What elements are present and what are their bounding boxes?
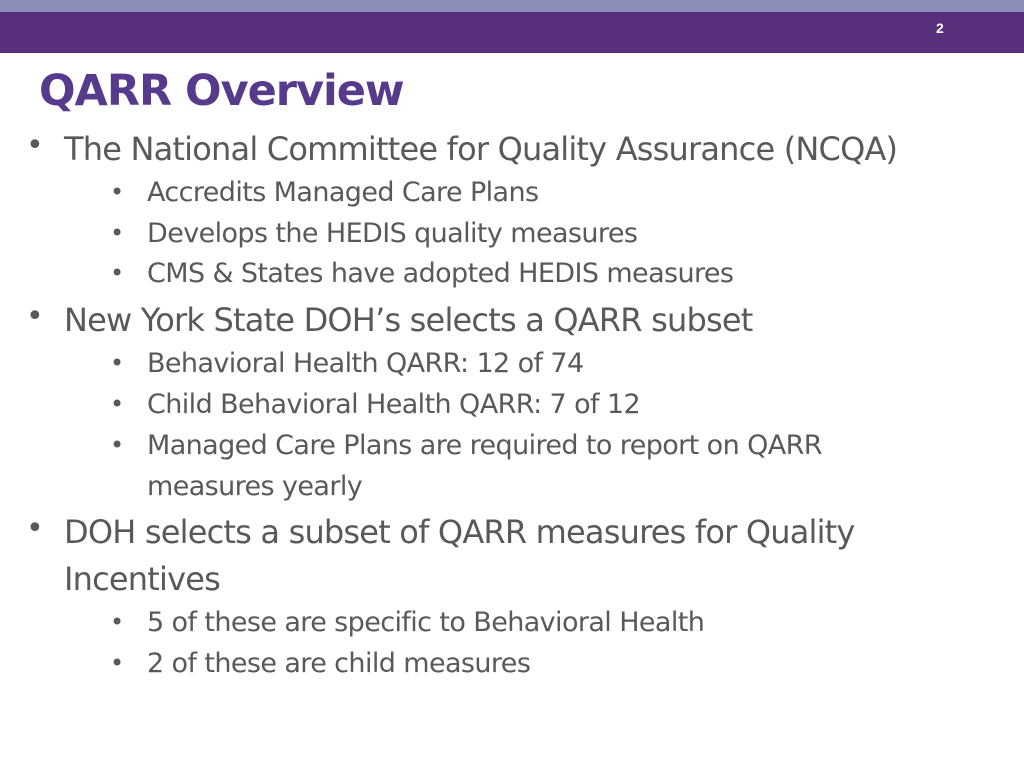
sub-bullet-text: Develops the HEDIS quality measures bbox=[147, 218, 638, 249]
top-strip bbox=[0, 0, 1024, 12]
sub-bullet-text: Child Behavioral Health QARR: 7 of 12 bbox=[147, 389, 641, 420]
bullet-icon: • bbox=[110, 390, 125, 418]
bullet-icon: • bbox=[110, 259, 125, 287]
bullet-icon: • bbox=[26, 299, 44, 334]
bullet-icon: • bbox=[110, 219, 125, 247]
bullet-text: DOH selects a subset of QARR measures for Quality bbox=[64, 513, 855, 551]
sub-bullet-text: 5 of these are specific to Behavioral Health bbox=[147, 607, 705, 638]
page-number: 2 bbox=[936, 20, 944, 36]
bullet-text: The National Committee for Quality Assurance (NCQA) bbox=[64, 130, 898, 168]
sub-bullet-text: measures yearly bbox=[147, 471, 363, 502]
sub-bullet-text: Behavioral Health QARR: 12 of 74 bbox=[147, 348, 584, 379]
bullet-text: Incentives bbox=[64, 560, 221, 598]
sub-bullet-text: CMS & States have adopted HEDIS measures bbox=[147, 258, 734, 289]
bullet-icon: • bbox=[110, 608, 125, 636]
bullet-icon: • bbox=[110, 649, 125, 677]
bullet-icon: • bbox=[110, 431, 125, 459]
header-bar bbox=[0, 12, 1024, 53]
bullet-text: New York State DOH’s selects a QARR subset bbox=[64, 301, 753, 339]
slide-title: QARR Overview bbox=[39, 66, 404, 116]
sub-bullet-text: Managed Care Plans are required to report on QARR bbox=[147, 430, 822, 461]
sub-bullet-text: 2 of these are child measures bbox=[147, 648, 531, 679]
bullet-icon: • bbox=[26, 511, 44, 546]
sub-bullet-text: Accredits Managed Care Plans bbox=[147, 177, 539, 208]
bullet-icon: • bbox=[110, 349, 125, 377]
bullet-icon: • bbox=[26, 128, 44, 163]
bullet-icon: • bbox=[110, 178, 125, 206]
